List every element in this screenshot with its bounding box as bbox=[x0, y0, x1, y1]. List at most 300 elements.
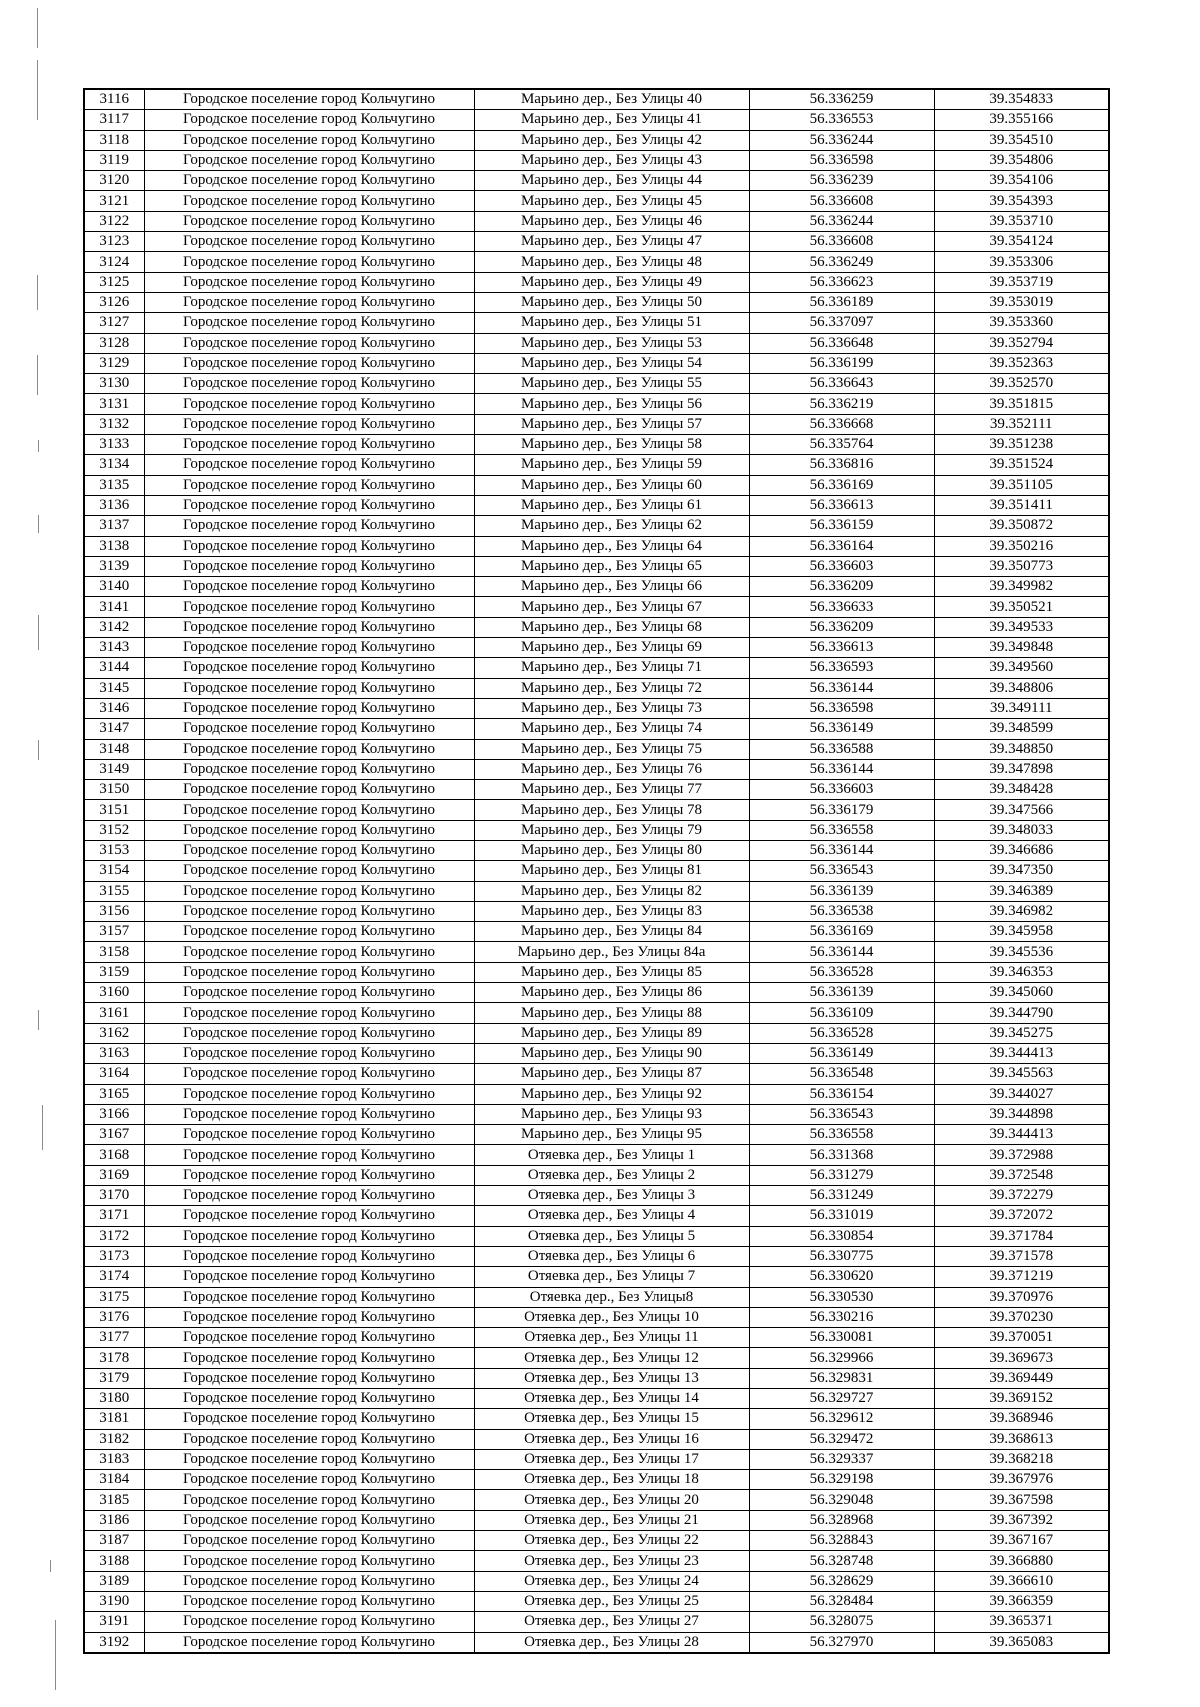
settlement-cell: Городское поселение город Кольчугино bbox=[144, 1551, 474, 1571]
table-row bbox=[84, 313, 1109, 333]
table-row bbox=[84, 252, 1109, 272]
table-row bbox=[84, 171, 1109, 191]
address-cell: Марьино дер., Без Улицы 55 bbox=[474, 374, 749, 394]
table-row bbox=[84, 1226, 1109, 1246]
longitude-cell: 39.345563 bbox=[934, 1064, 1109, 1084]
row-number-cell: 3178 bbox=[84, 1348, 144, 1368]
settlement-cell: Городское поселение город Кольчугино bbox=[144, 1246, 474, 1266]
longitude-cell: 39.366610 bbox=[934, 1571, 1109, 1591]
table-row bbox=[84, 658, 1109, 678]
address-cell: Марьино дер., Без Улицы 67 bbox=[474, 597, 749, 617]
table-row bbox=[84, 435, 1109, 455]
table-row bbox=[84, 678, 1109, 698]
address-cell: Марьино дер., Без Улицы 68 bbox=[474, 617, 749, 637]
longitude-cell: 39.369152 bbox=[934, 1389, 1109, 1409]
row-number-cell: 3123 bbox=[84, 232, 144, 252]
longitude-cell: 39.350773 bbox=[934, 556, 1109, 576]
settlement-cell: Городское поселение город Кольчугино bbox=[144, 1084, 474, 1104]
latitude-cell: 56.336259 bbox=[749, 89, 934, 110]
row-number-cell: 3116 bbox=[84, 89, 144, 110]
table-row bbox=[84, 901, 1109, 921]
settlement-cell: Городское поселение город Кольчугино bbox=[144, 1429, 474, 1449]
longitude-cell: 39.353360 bbox=[934, 313, 1109, 333]
row-number-cell: 3148 bbox=[84, 739, 144, 759]
settlement-cell: Городское поселение город Кольчугино bbox=[144, 232, 474, 252]
table-row bbox=[84, 1368, 1109, 1388]
table-row bbox=[84, 1125, 1109, 1145]
longitude-cell: 39.368218 bbox=[934, 1449, 1109, 1469]
latitude-cell: 56.336668 bbox=[749, 414, 934, 434]
row-number-cell: 3126 bbox=[84, 292, 144, 312]
row-number-cell: 3158 bbox=[84, 942, 144, 962]
scan-margin-mark bbox=[38, 615, 39, 650]
longitude-cell: 39.372072 bbox=[934, 1206, 1109, 1226]
latitude-cell: 56.336144 bbox=[749, 678, 934, 698]
table-row bbox=[84, 1490, 1109, 1510]
row-number-cell: 3175 bbox=[84, 1287, 144, 1307]
latitude-cell: 56.328629 bbox=[749, 1571, 934, 1591]
latitude-cell: 56.327970 bbox=[749, 1632, 934, 1653]
row-number-cell: 3173 bbox=[84, 1246, 144, 1266]
longitude-cell: 39.353019 bbox=[934, 292, 1109, 312]
latitude-cell: 56.336164 bbox=[749, 536, 934, 556]
latitude-cell: 56.336159 bbox=[749, 516, 934, 536]
settlement-cell: Городское поселение город Кольчугино bbox=[144, 597, 474, 617]
address-cell: Отяевка дер., Без Улицы 6 bbox=[474, 1246, 749, 1266]
row-number-cell: 3145 bbox=[84, 678, 144, 698]
scan-margin-mark bbox=[55, 1620, 56, 1690]
longitude-cell: 39.344413 bbox=[934, 1043, 1109, 1063]
address-cell: Марьино дер., Без Улицы 58 bbox=[474, 435, 749, 455]
latitude-cell: 56.336144 bbox=[749, 942, 934, 962]
address-cell: Марьино дер., Без Улицы 46 bbox=[474, 211, 749, 231]
latitude-cell: 56.329966 bbox=[749, 1348, 934, 1368]
latitude-cell: 56.336588 bbox=[749, 739, 934, 759]
row-number-cell: 3157 bbox=[84, 922, 144, 942]
table-row bbox=[84, 1267, 1109, 1287]
table-row bbox=[84, 150, 1109, 170]
longitude-cell: 39.370976 bbox=[934, 1287, 1109, 1307]
table-row bbox=[84, 1246, 1109, 1266]
address-cell: Марьино дер., Без Улицы 53 bbox=[474, 333, 749, 353]
address-cell: Отяевка дер., Без Улицы 5 bbox=[474, 1226, 749, 1246]
longitude-cell: 39.351238 bbox=[934, 435, 1109, 455]
longitude-cell: 39.369449 bbox=[934, 1368, 1109, 1388]
table-row bbox=[84, 1510, 1109, 1530]
table-row bbox=[84, 536, 1109, 556]
settlement-cell: Городское поселение город Кольчугино bbox=[144, 110, 474, 130]
latitude-cell: 56.336648 bbox=[749, 333, 934, 353]
longitude-cell: 39.354510 bbox=[934, 130, 1109, 150]
longitude-cell: 39.372279 bbox=[934, 1186, 1109, 1206]
longitude-cell: 39.369673 bbox=[934, 1348, 1109, 1368]
latitude-cell: 56.330081 bbox=[749, 1328, 934, 1348]
table-row bbox=[84, 638, 1109, 658]
table-row bbox=[84, 861, 1109, 881]
scan-margin-mark bbox=[38, 515, 39, 533]
table-row bbox=[84, 1571, 1109, 1591]
latitude-cell: 56.336598 bbox=[749, 150, 934, 170]
address-cell: Марьино дер., Без Улицы 44 bbox=[474, 171, 749, 191]
table-body bbox=[84, 89, 1109, 1653]
table-row bbox=[84, 1531, 1109, 1551]
address-cell: Отяевка дер., Без Улицы 12 bbox=[474, 1348, 749, 1368]
table-row bbox=[84, 759, 1109, 779]
row-number-cell: 3132 bbox=[84, 414, 144, 434]
longitude-cell: 39.349848 bbox=[934, 638, 1109, 658]
latitude-cell: 56.336598 bbox=[749, 698, 934, 718]
table-row bbox=[84, 1145, 1109, 1165]
table-row bbox=[84, 1632, 1109, 1653]
address-cell: Отяевка дер., Без Улицы 13 bbox=[474, 1368, 749, 1388]
settlement-cell: Городское поселение город Кольчугино bbox=[144, 962, 474, 982]
table-row bbox=[84, 1043, 1109, 1063]
latitude-cell: 56.336603 bbox=[749, 556, 934, 576]
row-number-cell: 3184 bbox=[84, 1470, 144, 1490]
address-cell: Марьино дер., Без Улицы 81 bbox=[474, 861, 749, 881]
latitude-cell: 56.329048 bbox=[749, 1490, 934, 1510]
address-cell: Марьино дер., Без Улицы 85 bbox=[474, 962, 749, 982]
address-cell: Марьино дер., Без Улицы 80 bbox=[474, 840, 749, 860]
settlement-cell: Городское поселение город Кольчугино bbox=[144, 800, 474, 820]
table-row bbox=[84, 1307, 1109, 1327]
longitude-cell: 39.345060 bbox=[934, 983, 1109, 1003]
longitude-cell: 39.365083 bbox=[934, 1632, 1109, 1653]
settlement-cell: Городское поселение город Кольчугино bbox=[144, 719, 474, 739]
row-number-cell: 3151 bbox=[84, 800, 144, 820]
row-number-cell: 3187 bbox=[84, 1531, 144, 1551]
longitude-cell: 39.371784 bbox=[934, 1226, 1109, 1246]
address-cell: Отяевка дер., Без Улицы 24 bbox=[474, 1571, 749, 1591]
longitude-cell: 39.348428 bbox=[934, 780, 1109, 800]
address-cell: Марьино дер., Без Улицы 71 bbox=[474, 658, 749, 678]
address-cell: Марьино дер., Без Улицы 95 bbox=[474, 1125, 749, 1145]
longitude-cell: 39.355166 bbox=[934, 110, 1109, 130]
row-number-cell: 3142 bbox=[84, 617, 144, 637]
table-row bbox=[84, 1023, 1109, 1043]
address-cell: Марьино дер., Без Улицы 73 bbox=[474, 698, 749, 718]
address-cell: Марьино дер., Без Улицы 43 bbox=[474, 150, 749, 170]
row-number-cell: 3135 bbox=[84, 475, 144, 495]
address-cell: Отяевка дер., Без Улицы 21 bbox=[474, 1510, 749, 1530]
address-cell: Марьино дер., Без Улицы 48 bbox=[474, 252, 749, 272]
table-row bbox=[84, 1186, 1109, 1206]
table-row bbox=[84, 881, 1109, 901]
address-cell: Марьино дер., Без Улицы 89 bbox=[474, 1023, 749, 1043]
row-number-cell: 3155 bbox=[84, 881, 144, 901]
row-number-cell: 3161 bbox=[84, 1003, 144, 1023]
table-row bbox=[84, 1064, 1109, 1084]
latitude-cell: 56.336199 bbox=[749, 353, 934, 373]
table-row bbox=[84, 353, 1109, 373]
table-row bbox=[84, 962, 1109, 982]
latitude-cell: 56.336608 bbox=[749, 232, 934, 252]
longitude-cell: 39.368946 bbox=[934, 1409, 1109, 1429]
settlement-cell: Городское поселение город Кольчугино bbox=[144, 1104, 474, 1124]
row-number-cell: 3125 bbox=[84, 272, 144, 292]
longitude-cell: 39.351411 bbox=[934, 495, 1109, 515]
settlement-cell: Городское поселение город Кольчугино bbox=[144, 942, 474, 962]
address-cell: Отяевка дер., Без Улицы 3 bbox=[474, 1186, 749, 1206]
settlement-cell: Городское поселение город Кольчугино bbox=[144, 820, 474, 840]
longitude-cell: 39.354806 bbox=[934, 150, 1109, 170]
settlement-cell: Городское поселение город Кольчугино bbox=[144, 333, 474, 353]
settlement-cell: Городское поселение город Кольчугино bbox=[144, 739, 474, 759]
latitude-cell: 56.329727 bbox=[749, 1389, 934, 1409]
address-cell: Марьино дер., Без Улицы 84а bbox=[474, 942, 749, 962]
latitude-cell: 56.336239 bbox=[749, 171, 934, 191]
table-row bbox=[84, 110, 1109, 130]
table-row bbox=[84, 1470, 1109, 1490]
table-row bbox=[84, 232, 1109, 252]
table-row bbox=[84, 89, 1109, 110]
longitude-cell: 39.346982 bbox=[934, 901, 1109, 921]
longitude-cell: 39.351524 bbox=[934, 455, 1109, 475]
longitude-cell: 39.348850 bbox=[934, 739, 1109, 759]
row-number-cell: 3117 bbox=[84, 110, 144, 130]
latitude-cell: 56.329472 bbox=[749, 1429, 934, 1449]
longitude-cell: 39.371219 bbox=[934, 1267, 1109, 1287]
settlement-cell: Городское поселение город Кольчугино bbox=[144, 130, 474, 150]
latitude-cell: 56.336553 bbox=[749, 110, 934, 130]
address-cell: Отяевка дер., Без Улицы 4 bbox=[474, 1206, 749, 1226]
settlement-cell: Городское поселение город Кольчугино bbox=[144, 1571, 474, 1591]
latitude-cell: 56.336144 bbox=[749, 759, 934, 779]
row-number-cell: 3154 bbox=[84, 861, 144, 881]
address-cell: Отяевка дер., Без Улицы 11 bbox=[474, 1328, 749, 1348]
longitude-cell: 39.346686 bbox=[934, 840, 1109, 860]
address-cell: Отяевка дер., Без Улицы 25 bbox=[474, 1591, 749, 1611]
longitude-cell: 39.350521 bbox=[934, 597, 1109, 617]
longitude-cell: 39.354833 bbox=[934, 89, 1109, 110]
latitude-cell: 56.328748 bbox=[749, 1551, 934, 1571]
latitude-cell: 56.328968 bbox=[749, 1510, 934, 1530]
row-number-cell: 3179 bbox=[84, 1368, 144, 1388]
latitude-cell: 56.329831 bbox=[749, 1368, 934, 1388]
address-cell: Марьино дер., Без Улицы 93 bbox=[474, 1104, 749, 1124]
table-row bbox=[84, 698, 1109, 718]
address-cell: Марьино дер., Без Улицы 90 bbox=[474, 1043, 749, 1063]
row-number-cell: 3167 bbox=[84, 1125, 144, 1145]
scan-margin-mark bbox=[37, 60, 38, 120]
settlement-cell: Городское поселение город Кольчугино bbox=[144, 150, 474, 170]
latitude-cell: 56.336169 bbox=[749, 922, 934, 942]
latitude-cell: 56.336613 bbox=[749, 495, 934, 515]
longitude-cell: 39.353710 bbox=[934, 211, 1109, 231]
row-number-cell: 3176 bbox=[84, 1307, 144, 1327]
table-row bbox=[84, 597, 1109, 617]
latitude-cell: 56.336109 bbox=[749, 1003, 934, 1023]
address-cell: Марьино дер., Без Улицы 76 bbox=[474, 759, 749, 779]
settlement-cell: Городское поселение город Кольчугино bbox=[144, 1510, 474, 1530]
latitude-cell: 56.329198 bbox=[749, 1470, 934, 1490]
longitude-cell: 39.372548 bbox=[934, 1165, 1109, 1185]
address-cell: Отяевка дер., Без Улицы 22 bbox=[474, 1531, 749, 1551]
row-number-cell: 3156 bbox=[84, 901, 144, 921]
row-number-cell: 3181 bbox=[84, 1409, 144, 1429]
latitude-cell: 56.331249 bbox=[749, 1186, 934, 1206]
row-number-cell: 3138 bbox=[84, 536, 144, 556]
table-row bbox=[84, 414, 1109, 434]
latitude-cell: 56.336189 bbox=[749, 292, 934, 312]
latitude-cell: 56.336543 bbox=[749, 861, 934, 881]
row-number-cell: 3152 bbox=[84, 820, 144, 840]
row-number-cell: 3165 bbox=[84, 1084, 144, 1104]
table-row bbox=[84, 739, 1109, 759]
settlement-cell: Городское поселение город Кольчугино bbox=[144, 698, 474, 718]
settlement-cell: Городское поселение город Кольчугино bbox=[144, 455, 474, 475]
settlement-cell: Городское поселение город Кольчугино bbox=[144, 252, 474, 272]
address-cell: Марьино дер., Без Улицы 83 bbox=[474, 901, 749, 921]
row-number-cell: 3121 bbox=[84, 191, 144, 211]
row-number-cell: 3191 bbox=[84, 1612, 144, 1632]
latitude-cell: 56.336244 bbox=[749, 211, 934, 231]
table-row bbox=[84, 922, 1109, 942]
table-row bbox=[84, 394, 1109, 414]
row-number-cell: 3124 bbox=[84, 252, 144, 272]
address-cell: Отяевка дер., Без Улицы 7 bbox=[474, 1267, 749, 1287]
table-row bbox=[84, 1206, 1109, 1226]
table-row bbox=[84, 840, 1109, 860]
address-cell: Марьино дер., Без Улицы 66 bbox=[474, 577, 749, 597]
row-number-cell: 3149 bbox=[84, 759, 144, 779]
table-row bbox=[84, 211, 1109, 231]
row-number-cell: 3180 bbox=[84, 1389, 144, 1409]
scan-margin-mark bbox=[38, 440, 39, 452]
latitude-cell: 56.336139 bbox=[749, 881, 934, 901]
longitude-cell: 39.346389 bbox=[934, 881, 1109, 901]
table-row bbox=[84, 1429, 1109, 1449]
table-row bbox=[84, 292, 1109, 312]
latitude-cell: 56.336149 bbox=[749, 1043, 934, 1063]
table-row bbox=[84, 942, 1109, 962]
settlement-cell: Городское поселение город Кольчугино bbox=[144, 1328, 474, 1348]
settlement-cell: Городское поселение город Кольчугино bbox=[144, 1186, 474, 1206]
row-number-cell: 3119 bbox=[84, 150, 144, 170]
row-number-cell: 3153 bbox=[84, 840, 144, 860]
longitude-cell: 39.367598 bbox=[934, 1490, 1109, 1510]
latitude-cell: 56.331019 bbox=[749, 1206, 934, 1226]
address-cell: Отяевка дер., Без Улицы 23 bbox=[474, 1551, 749, 1571]
latitude-cell: 56.336593 bbox=[749, 658, 934, 678]
settlement-cell: Городское поселение город Кольчугино bbox=[144, 516, 474, 536]
longitude-cell: 39.370230 bbox=[934, 1307, 1109, 1327]
scan-margin-mark bbox=[37, 8, 38, 48]
address-cell: Марьино дер., Без Улицы 88 bbox=[474, 1003, 749, 1023]
latitude-cell: 56.336538 bbox=[749, 901, 934, 921]
row-number-cell: 3136 bbox=[84, 495, 144, 515]
table-row bbox=[84, 1591, 1109, 1611]
latitude-cell: 56.336179 bbox=[749, 800, 934, 820]
longitude-cell: 39.348033 bbox=[934, 820, 1109, 840]
latitude-cell: 56.330854 bbox=[749, 1226, 934, 1246]
address-cell: Марьино дер., Без Улицы 50 bbox=[474, 292, 749, 312]
latitude-cell: 56.330775 bbox=[749, 1246, 934, 1266]
settlement-cell: Городское поселение город Кольчугино bbox=[144, 191, 474, 211]
settlement-cell: Городское поселение город Кольчугино bbox=[144, 211, 474, 231]
longitude-cell: 39.351815 bbox=[934, 394, 1109, 414]
latitude-cell: 56.337097 bbox=[749, 313, 934, 333]
latitude-cell: 56.336643 bbox=[749, 374, 934, 394]
coordinates-table bbox=[83, 88, 1110, 1654]
longitude-cell: 39.352570 bbox=[934, 374, 1109, 394]
longitude-cell: 39.349982 bbox=[934, 577, 1109, 597]
address-cell: Отяевка дер., Без Улицы 20 bbox=[474, 1490, 749, 1510]
longitude-cell: 39.365371 bbox=[934, 1612, 1109, 1632]
settlement-cell: Городское поселение город Кольчугино bbox=[144, 353, 474, 373]
settlement-cell: Городское поселение город Кольчугино bbox=[144, 1064, 474, 1084]
address-cell: Марьино дер., Без Улицы 60 bbox=[474, 475, 749, 495]
latitude-cell: 56.336633 bbox=[749, 597, 934, 617]
settlement-cell: Городское поселение город Кольчугино bbox=[144, 983, 474, 1003]
settlement-cell: Городское поселение город Кольчугино bbox=[144, 1287, 474, 1307]
address-cell: Марьино дер., Без Улицы 42 bbox=[474, 130, 749, 150]
row-number-cell: 3190 bbox=[84, 1591, 144, 1611]
longitude-cell: 39.345275 bbox=[934, 1023, 1109, 1043]
row-number-cell: 3144 bbox=[84, 658, 144, 678]
longitude-cell: 39.354393 bbox=[934, 191, 1109, 211]
latitude-cell: 56.336543 bbox=[749, 1104, 934, 1124]
latitude-cell: 56.336209 bbox=[749, 577, 934, 597]
longitude-cell: 39.367976 bbox=[934, 1470, 1109, 1490]
address-cell: Марьино дер., Без Улицы 59 bbox=[474, 455, 749, 475]
settlement-cell: Городское поселение город Кольчугино bbox=[144, 922, 474, 942]
row-number-cell: 3185 bbox=[84, 1490, 144, 1510]
row-number-cell: 3146 bbox=[84, 698, 144, 718]
row-number-cell: 3150 bbox=[84, 780, 144, 800]
scan-margin-mark bbox=[37, 275, 38, 310]
settlement-cell: Городское поселение город Кольчугино bbox=[144, 1145, 474, 1165]
longitude-cell: 39.372988 bbox=[934, 1145, 1109, 1165]
address-cell: Марьино дер., Без Улицы 57 bbox=[474, 414, 749, 434]
latitude-cell: 56.336558 bbox=[749, 1125, 934, 1145]
row-number-cell: 3147 bbox=[84, 719, 144, 739]
settlement-cell: Городское поселение город Кольчугино bbox=[144, 1632, 474, 1653]
settlement-cell: Городское поселение город Кольчугино bbox=[144, 1449, 474, 1469]
address-cell: Марьино дер., Без Улицы 92 bbox=[474, 1084, 749, 1104]
longitude-cell: 39.347898 bbox=[934, 759, 1109, 779]
longitude-cell: 39.350216 bbox=[934, 536, 1109, 556]
settlement-cell: Городское поселение город Кольчугино bbox=[144, 1023, 474, 1043]
latitude-cell: 56.336139 bbox=[749, 983, 934, 1003]
settlement-cell: Городское поселение город Кольчугино bbox=[144, 901, 474, 921]
row-number-cell: 3186 bbox=[84, 1510, 144, 1530]
latitude-cell: 56.329612 bbox=[749, 1409, 934, 1429]
settlement-cell: Городское поселение город Кольчугино bbox=[144, 89, 474, 110]
longitude-cell: 39.366359 bbox=[934, 1591, 1109, 1611]
settlement-cell: Городское поселение город Кольчугино bbox=[144, 374, 474, 394]
table-row bbox=[84, 130, 1109, 150]
settlement-cell: Городское поселение город Кольчугино bbox=[144, 678, 474, 698]
scan-margin-mark bbox=[38, 740, 39, 760]
address-cell: Марьино дер., Без Улицы 82 bbox=[474, 881, 749, 901]
table-row bbox=[84, 374, 1109, 394]
table-row bbox=[84, 719, 1109, 739]
address-cell: Марьино дер., Без Улицы 51 bbox=[474, 313, 749, 333]
settlement-cell: Городское поселение город Кольчугино bbox=[144, 1612, 474, 1632]
address-cell: Марьино дер., Без Улицы 86 bbox=[474, 983, 749, 1003]
address-cell: Марьино дер., Без Улицы 41 bbox=[474, 110, 749, 130]
row-number-cell: 3133 bbox=[84, 435, 144, 455]
row-number-cell: 3127 bbox=[84, 313, 144, 333]
longitude-cell: 39.368613 bbox=[934, 1429, 1109, 1449]
address-cell: Марьино дер., Без Улицы 40 bbox=[474, 89, 749, 110]
address-cell: Отяевка дер., Без Улицы 10 bbox=[474, 1307, 749, 1327]
settlement-cell: Городское поселение город Кольчугино bbox=[144, 861, 474, 881]
row-number-cell: 3139 bbox=[84, 556, 144, 576]
table-row bbox=[84, 1328, 1109, 1348]
latitude-cell: 56.336608 bbox=[749, 191, 934, 211]
